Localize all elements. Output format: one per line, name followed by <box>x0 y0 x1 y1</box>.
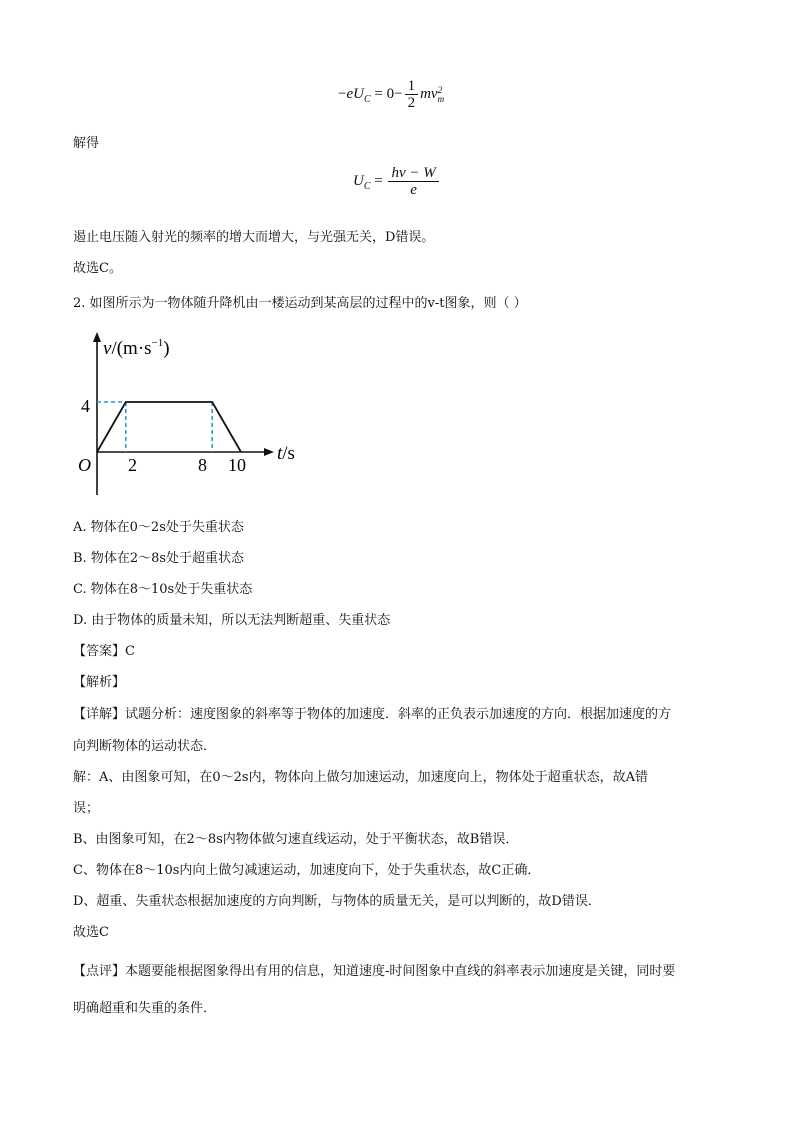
formula-stopping-energy <box>338 78 444 111</box>
equals-sign: = <box>374 85 383 102</box>
formula-var: U <box>353 172 364 189</box>
y-axis-arrow <box>93 332 101 342</box>
y-tick-4: 4 <box>81 396 90 416</box>
detail-text: 向判断物体的运动状态． <box>73 739 217 754</box>
option-b: B. 物体在2～8s处于超重状态 <box>73 551 245 566</box>
minus-sign: − <box>394 85 403 102</box>
fraction <box>388 165 438 198</box>
x-axis-label: t/s <box>277 443 295 464</box>
origin-label: O <box>78 455 91 475</box>
formula-sub: C <box>363 93 371 105</box>
solution-a: 误； <box>73 801 100 816</box>
answer: 【答案】C <box>73 644 135 659</box>
paragraph: 遏止电压随入射光的频率的增大而增大，与光强无关，D错误。 <box>73 230 435 245</box>
fraction-denominator: e <box>410 182 417 198</box>
fraction-numerator: 1 <box>405 78 419 95</box>
minus-sign: − <box>338 85 347 102</box>
choose-answer: 故选C <box>73 925 109 940</box>
x-tick-8: 8 <box>198 455 207 475</box>
equals-sign: = <box>374 172 383 189</box>
paragraph: 故选C。 <box>73 261 122 276</box>
formula-stopping-voltage <box>353 165 441 198</box>
option-a: A. 物体在0～2s处于失重状态 <box>73 520 244 535</box>
formula-sup: 2 <box>437 84 443 95</box>
formula-zero: 0 <box>386 85 395 102</box>
option-d: D. 由于物体的质量未知，所以无法判断超重、失重状态 <box>73 613 391 628</box>
solution-c: C、物体在8～10s内向上做匀减速运动，加速度向下，处于失重状态，故C正确． <box>73 863 541 878</box>
question-stem: 2. 如图所示为一物体随升降机由一楼运动到某高层的过程中的v-t图象，则（ ） <box>73 296 527 311</box>
y-axis-label: $v/(m\cdot s^{-1})$ <box>103 337 170 359</box>
formula-sub: m <box>437 93 445 104</box>
solution-b: B、由图象可知，在2～8s内物体做匀速直线运动，处于平衡状态，故B错误． <box>73 832 519 847</box>
comment-text: 【点评】本题要能根据图象得出有用的信息，知道速度-时间图象中直线的斜率表示加速度是关键，同时要 <box>73 964 676 979</box>
vt-series-line <box>97 402 241 452</box>
x-tick-10: 10 <box>228 455 246 475</box>
fraction-denominator: 2 <box>407 95 416 111</box>
formula-var: eU <box>346 85 364 102</box>
comment-text: 明确超重和失重的条件． <box>73 1001 217 1016</box>
solution-d: D、超重、失重状态根据加速度的方向判断，与物体的质量无关，是可以判断的，故D错误． <box>73 894 601 909</box>
detail-text: 【详解】试题分析：速度图象的斜率等于物体的加速度．斜率的正负表示加速度的方向．根据加速度的方 <box>73 707 672 722</box>
formula-sub: C <box>363 180 371 192</box>
option-c: C. 物体在8～10s处于失重状态 <box>73 582 253 597</box>
fraction-half <box>405 78 419 111</box>
formula-var: mv <box>420 85 438 102</box>
solve-label: 解得 <box>73 136 100 151</box>
analysis-label: 【解析】 <box>73 675 126 690</box>
solution-a: 解：A、由图象可知，在0～2s内，物体向上做匀加速运动，加速度向上，物体处于超重状态，故A错 <box>73 770 648 785</box>
vt-graph <box>73 330 313 500</box>
fraction-numerator: hν − W <box>388 165 438 182</box>
x-tick-2: 2 <box>128 455 137 475</box>
x-axis-arrow <box>264 448 274 456</box>
